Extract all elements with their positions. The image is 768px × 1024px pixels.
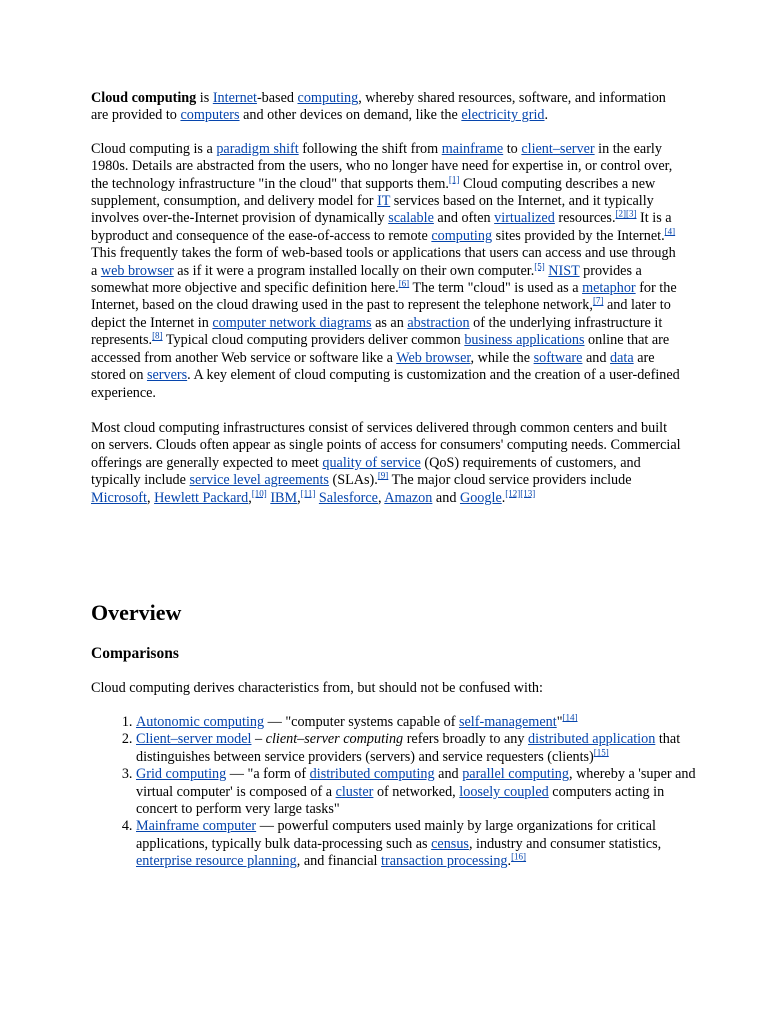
link-parallel-computing[interactable]: parallel computing: [462, 766, 569, 783]
text: and: [582, 349, 611, 366]
link-microsoft[interactable]: Microsoft: [91, 489, 147, 506]
link-nist[interactable]: NIST: [548, 262, 580, 279]
citation: [378, 470, 389, 480]
comparisons-heading: Comparisons: [91, 645, 179, 662]
text: Typical cloud computing providers deliver common: [162, 332, 465, 349]
link-ibm[interactable]: IBM: [270, 489, 298, 506]
link-mainframe[interactable]: mainframe: [441, 140, 504, 157]
overview-heading: Overview: [91, 600, 182, 625]
link-computing[interactable]: computing: [431, 227, 493, 244]
text: . A key element of cloud computing is customization and the creation of a user-defined experience.: [91, 367, 680, 401]
text: provides a somewhat more objective and specific definition here.: [91, 262, 642, 297]
citation-link[interactable]: [15]: [593, 747, 609, 758]
text: following the shift from: [298, 140, 442, 157]
link-hewlett-packard[interactable]: Hewlett Packard: [154, 489, 249, 506]
link-software[interactable]: software: [533, 349, 583, 366]
citation: [399, 278, 410, 288]
bold-term: Cloud computing: [91, 90, 197, 106]
citation-link[interactable]: [4]: [664, 226, 676, 237]
text: ,: [297, 489, 301, 506]
text: are stored on: [91, 349, 655, 384]
text: and other devices on demand, like the: [239, 107, 462, 124]
text: (SLAs).: [328, 472, 378, 489]
text: and: [432, 489, 460, 506]
citation: [511, 852, 526, 862]
link-business-applications[interactable]: business applications: [464, 332, 585, 349]
text: ,: [377, 489, 385, 506]
text: , industry and consumer statistics,: [468, 835, 662, 852]
text: This frequently takes the form of web-based tools or applications that users can access and use through a: [91, 245, 676, 279]
link-enterprise-resource-planning[interactable]: enterprise resource planning: [136, 853, 297, 870]
link-google[interactable]: Google: [459, 489, 502, 506]
citation-link[interactable]: [1]: [448, 173, 460, 184]
text: as if it were a program installed locally on their own computer.: [173, 262, 535, 279]
link-client-server-model[interactable]: Client–server model: [136, 731, 252, 748]
link-virtualized[interactable]: virtualized: [494, 210, 555, 227]
link-electricity-grid[interactable]: electricity grid: [461, 107, 545, 124]
text: Cloud computing describes a new supplement, consumption, and delivery model for: [91, 175, 656, 210]
link-grid-computing[interactable]: Grid computing: [136, 766, 227, 783]
text: , whereby a 'super and virtual computer' is composed of a: [136, 766, 696, 800]
text: .: [501, 489, 506, 506]
citation-link[interactable]: [13]: [520, 487, 536, 498]
link-transaction-processing[interactable]: transaction processing: [381, 853, 508, 870]
intro-paragraph: [91, 90, 681, 125]
text: of the underlying infrastructure it represents.: [91, 314, 663, 349]
citation-link[interactable]: [11]: [300, 487, 316, 498]
citation-link[interactable]: [6]: [398, 278, 410, 289]
link-metaphor[interactable]: metaphor: [582, 280, 636, 297]
text: to: [503, 140, 522, 157]
text: computers acting in concert to perform very large tasks": [136, 783, 665, 818]
article-body: [91, 90, 681, 507]
text: ,: [146, 489, 155, 506]
text: online that are accessed from another Web service or software like a: [91, 332, 670, 366]
link-computing[interactable]: computing: [297, 90, 359, 106]
link-paradigm-shift[interactable]: paradigm shift: [216, 140, 299, 157]
text: The major cloud service providers include: [388, 472, 632, 489]
text: — "a form of: [226, 766, 310, 783]
citation: [252, 488, 267, 498]
citation: [562, 712, 577, 722]
text: of networked,: [373, 783, 460, 800]
text: refers broadly to any: [403, 731, 529, 748]
text: and: [434, 766, 463, 783]
citation-link[interactable]: [9]: [377, 470, 389, 481]
text: — "computer systems capable of: [264, 714, 459, 730]
citation-link[interactable]: [3]: [626, 208, 637, 219]
text: , while the: [470, 349, 534, 366]
link-salesforce[interactable]: Salesforce: [318, 489, 378, 506]
link-data[interactable]: data: [610, 349, 634, 366]
definition-paragraph: [91, 141, 681, 402]
text: –: [251, 731, 266, 748]
citation-link[interactable]: [5]: [534, 260, 545, 271]
citation: [505, 488, 535, 498]
text: It is a byproduct and consequence of the ease-of-access to remote: [91, 210, 672, 244]
citation: [665, 226, 676, 236]
emphasis-text: client–server computing: [265, 731, 404, 748]
link-service-level-agreements[interactable]: service level agreements: [189, 472, 329, 489]
text: -based: [256, 90, 298, 106]
text: and often: [433, 210, 495, 227]
link-census[interactable]: census: [431, 835, 469, 852]
list-item: [136, 714, 696, 731]
link-amazon[interactable]: Amazon: [384, 489, 433, 506]
text: as an: [371, 314, 408, 331]
link-abstraction[interactable]: abstraction: [407, 314, 470, 331]
text: in the early 1980s. Details are abstracted from the users, who no longer have need for expertise in, or control over, the technology infrastructure "in the cloud" that supports them.: [91, 140, 673, 192]
text: ": [556, 714, 563, 730]
list-item: [136, 766, 696, 818]
text: and later to depict the Internet in: [91, 297, 671, 331]
citation-link[interactable]: [14]: [562, 712, 578, 723]
link-client-server[interactable]: client–server: [521, 140, 595, 157]
link-quality-of-service[interactable]: quality of service: [322, 454, 421, 471]
text: .: [544, 107, 549, 124]
text: resources.: [554, 210, 616, 227]
text: , whereby shared resources, software, and information are provided to: [91, 90, 666, 124]
comparisons-intro: Cloud computing derives characteristics from, but should not be confused with:: [91, 680, 543, 696]
text: The term "cloud" is used as a: [409, 280, 583, 297]
link-web-browser[interactable]: web browser: [100, 262, 174, 279]
list-item: [136, 818, 696, 870]
text: Cloud computing is a: [91, 140, 217, 157]
citation-link[interactable]: [2]: [615, 208, 626, 219]
text: for the Internet, based on the cloud drawing used in the past to represent the telephone network,: [91, 280, 677, 314]
link-loosely-coupled[interactable]: loosely coupled: [459, 783, 549, 800]
link-cluster[interactable]: cluster: [335, 783, 374, 800]
citation: [593, 296, 604, 306]
citation: [152, 331, 163, 341]
citation-link[interactable]: [7]: [592, 295, 604, 306]
text: services based on the Internet, and it typically involves over-the-Internet provision of dynamically: [91, 193, 654, 227]
text: — powerful computers used mainly by large organizations for critical applications, typically bulk data-processing such as: [136, 818, 656, 852]
link-distributed-computing[interactable]: distributed computing: [309, 766, 435, 783]
text: Most cloud computing infrastructures consist of services delivered through common centers and built on servers. Clouds often appear as single points of access for consumers' computing needs. Commercial offerings are generally expected to meet: [91, 419, 681, 471]
list-item: [136, 731, 696, 766]
citation: [301, 488, 316, 498]
text: , and financial: [296, 853, 382, 870]
link-web-browser-2[interactable]: Web browser: [396, 349, 471, 366]
comparisons-list: [91, 714, 696, 871]
link-internet[interactable]: Internet: [212, 90, 257, 106]
text: that distinguishes between service providers (servers) and service requesters (clients): [136, 731, 681, 765]
text: ,: [248, 489, 252, 506]
citation-link[interactable]: [8]: [152, 330, 163, 341]
text: is: [196, 90, 213, 106]
citation: [449, 174, 460, 184]
citation-link[interactable]: [12]: [505, 487, 521, 498]
link-it[interactable]: IT: [377, 193, 391, 210]
infrastructure-paragraph: [91, 420, 681, 507]
link-distributed-application[interactable]: distributed application: [528, 731, 656, 748]
text: (QoS) requirements of customers, and typically include: [91, 454, 641, 489]
link-scalable[interactable]: scalable: [388, 210, 434, 227]
citation: [534, 261, 545, 271]
citation: [616, 209, 637, 219]
citation-link[interactable]: [10]: [251, 487, 267, 498]
text: sites provided by the Internet.: [492, 227, 665, 244]
link-self-management[interactable]: self-management: [458, 714, 557, 730]
citation: [594, 747, 609, 757]
link-computer-network-diagrams[interactable]: computer network diagrams: [212, 314, 372, 331]
link-autonomic-computing[interactable]: Autonomic computing: [136, 714, 265, 730]
text: .: [507, 853, 512, 870]
citation-link[interactable]: [16]: [511, 851, 527, 862]
link-mainframe-computer[interactable]: Mainframe computer: [136, 818, 257, 835]
link-computers[interactable]: computers: [180, 107, 240, 124]
link-servers[interactable]: servers: [146, 367, 188, 384]
